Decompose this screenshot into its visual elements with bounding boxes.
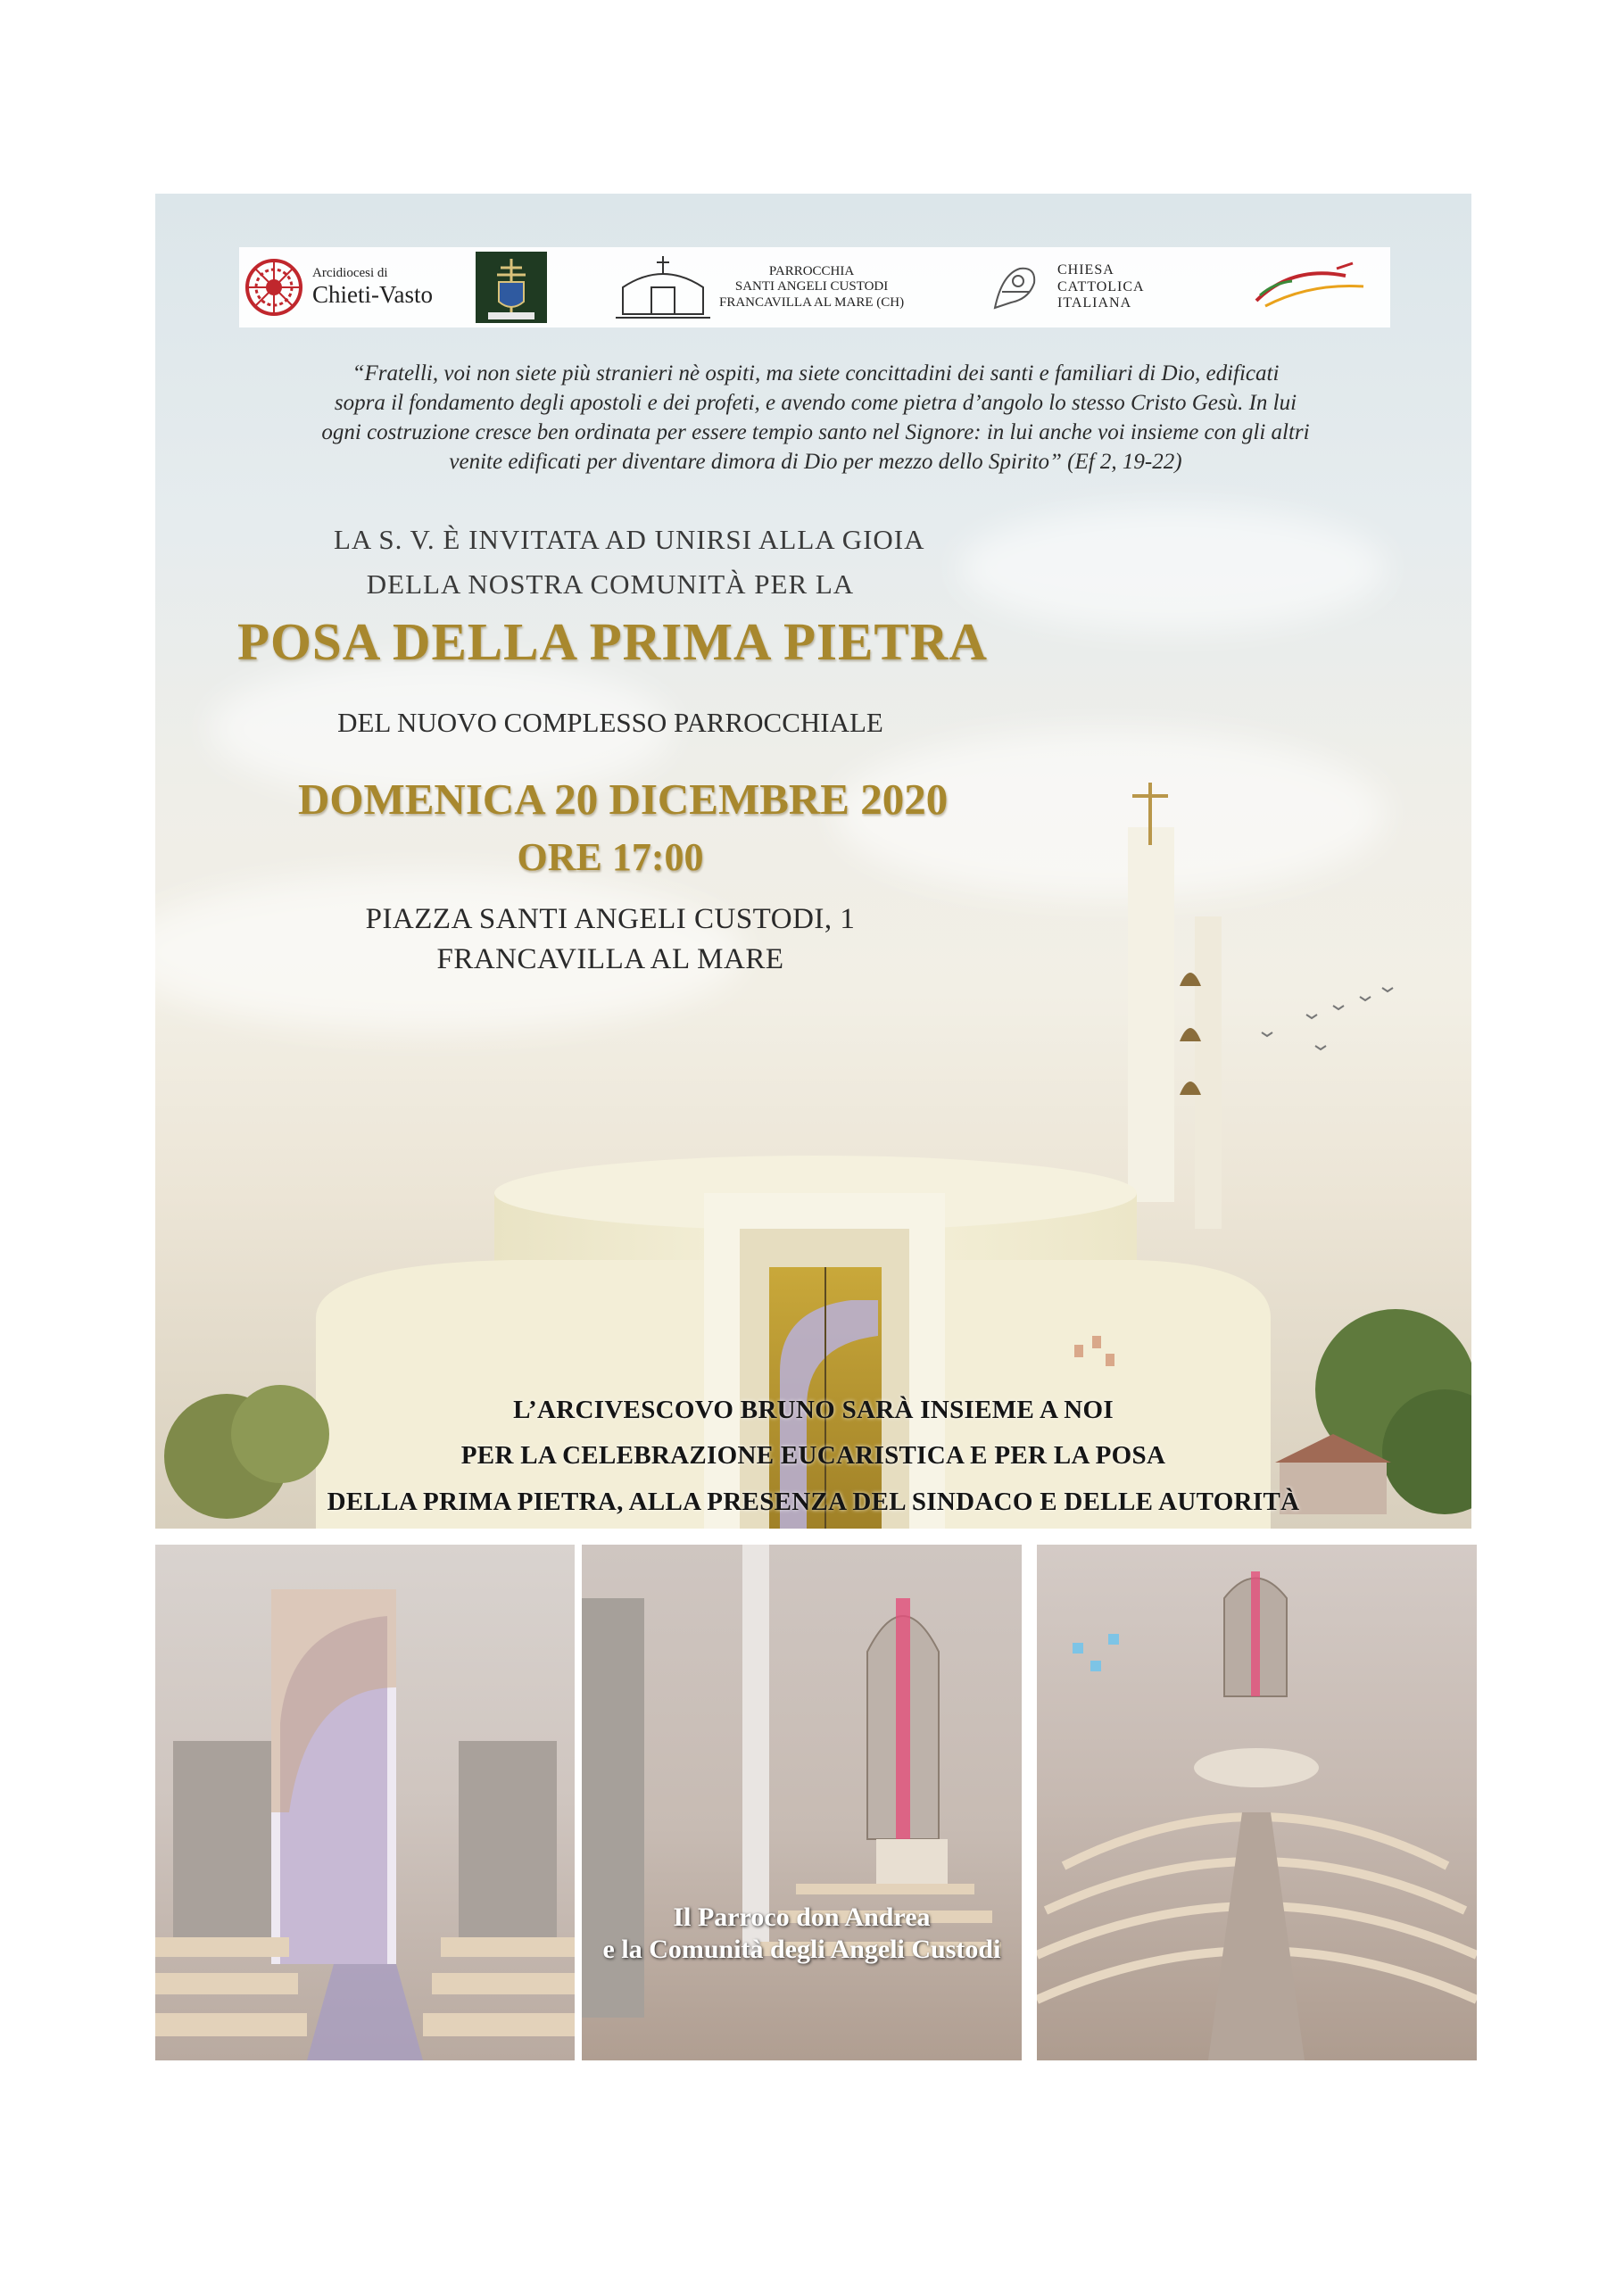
parish-logo [614,247,935,327]
invitation-line-1: LA S. V. È INVITATA AD UNIRSI ALLA GIOIA [334,524,925,555]
apse-illustration [582,1545,1022,2060]
announcement-line-3: DELLA PRIMA PIETRA, ALLA PRESENZA DEL SINDACO E DELLE AUTORITÀ [327,1488,1300,1516]
nave-illustration [155,1545,575,2060]
cei-line1: CHIESA [1057,262,1114,278]
archdiocese-logo [239,247,467,327]
interior-photo-2 [582,1545,1022,2060]
interior-photo-1 [155,1545,575,2060]
poster [155,194,1471,1529]
event-title: POSA DELLA PRIMA PIETRA [237,612,988,671]
scripture-quote [236,359,1396,477]
event-time: ORE 17:00 [517,835,704,879]
aerial-interior-illustration [1037,1545,1477,2060]
announcement-line-1: L’ARCIVESCOVO BRUNO SARÀ INSIEME A NOI [513,1396,1114,1424]
cei-line3: ITALIANA [1057,295,1132,311]
address-line-2: FRANCAVILLA AL MARE [436,943,784,975]
signature [582,1902,1022,1966]
signature-line-2: e la Comunità degli Angeli Custodi [602,1935,1001,1964]
parish-line2: SANTI ANGELI CUSTODI [734,279,889,294]
event-date: DOMENICA 20 DICEMBRE 2020 [298,775,949,824]
cei-emblem-icon [984,256,1047,319]
swoosh-icon [1247,256,1381,319]
archdiocese-emblem-icon [243,256,305,319]
invitation-line-2: DELLA NOSTRA COMUNITÀ PER LA [366,568,855,600]
quote-line-4: venite edificati per diventare dimora di Dio per mezzo dello Spirito” (Ef 2, 19-22) [449,450,1182,474]
coat-of-arms-icon [476,252,547,323]
logo-bar [239,247,1390,327]
address-line-1: PIAZZA SANTI ANGELI CUSTODI, 1 [365,903,856,935]
announcement-line-2: PER LA CELEBRAZIONE EUCARISTICA E PER LA POSA [460,1441,1166,1470]
quote-line-1: “Fratelli, voi non siete più stranieri nè ospiti, ma siete concittadini dei santi e familiari di Dio, edificati [352,361,1280,385]
archdiocese-small-label: Arcidiocesi di [312,265,388,280]
cei-logo [984,247,1189,327]
parish-line1: PARROCCHIA [768,264,855,279]
archdiocese-name: Chieti-Vasto [312,281,433,309]
parish-line3: FRANCAVILLA AL MARE (CH) [719,294,905,310]
quote-line-3: ogni costruzione cresce ben ordinata per essere tempio santo nel Signore: in lui anche voi insieme con gli altri [321,420,1310,444]
swoosh-logo [1247,247,1390,327]
interior-photo-3 [1037,1545,1477,2060]
quote-line-2: sopra il fondamento degli apostoli e dei profeti, e avendo come pietra d’angolo lo stesso Cristo Gesù. In lui [334,391,1297,415]
signature-line-1: Il Parroco don Andrea [673,1902,931,1932]
cei-line2: CATTOLICA [1057,278,1145,294]
event-subtitle: DEL NUOVO COMPLESSO PARROCCHIALE [337,707,883,738]
bishop-coat-of-arms [476,247,547,327]
parish-church-icon [614,252,712,323]
